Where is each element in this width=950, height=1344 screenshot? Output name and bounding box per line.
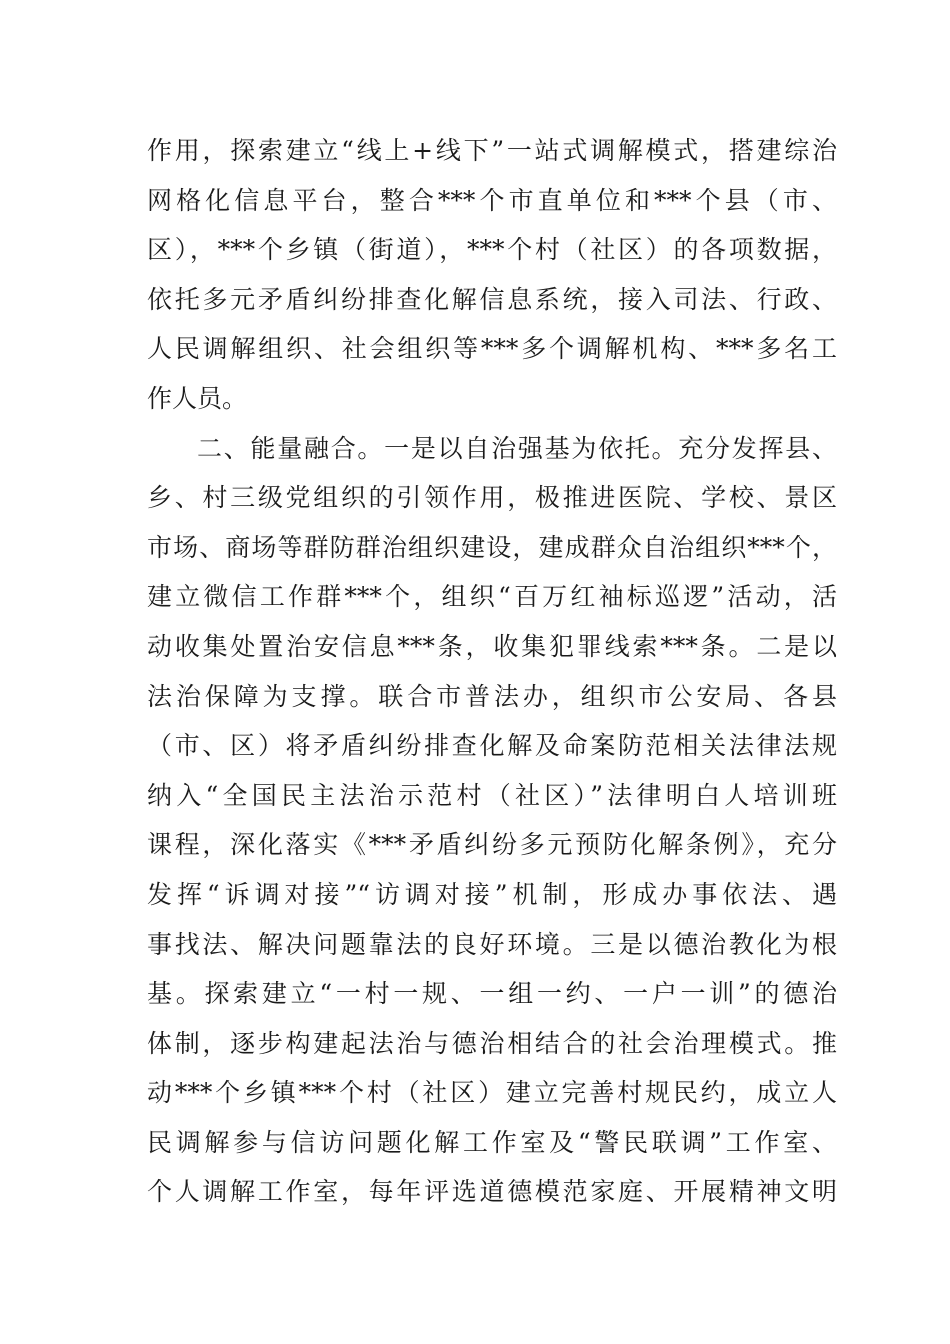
text-line: 动***个乡镇***个村（社区）建立完善村规民约，成立人 bbox=[147, 1078, 837, 1108]
text-line: 乡、村三级党组织的引领作用，极推进医院、学校、景区 bbox=[147, 483, 837, 513]
text-line: 作用，探索建立“线上+线下”一站式调解模式，搭建综治 bbox=[147, 136, 837, 165]
text-line: 法治保障为支撑。联合市普法办，组织市公安局、各县 bbox=[147, 681, 837, 711]
text-line: 体制，逐步构建起法治与德治相结合的社会治理模式。推 bbox=[147, 1028, 837, 1058]
text-line: 纳入“全国民主法治示范村（社区）”法律明白人培训班 bbox=[147, 780, 837, 810]
text-line: 民调解参与信访问题化解工作室及“警民联调”工作室、 bbox=[147, 1127, 837, 1157]
text-line: 作人员。 bbox=[147, 383, 248, 413]
text-line: 市场、商场等群防群治组织建设，建成群众自治组织***个， bbox=[147, 532, 837, 562]
text-line: （市、区）将矛盾纠纷排查化解及命案防范相关法律法规 bbox=[147, 731, 837, 761]
text-line: 课程，深化落实《***矛盾纠纷多元预防化解条例》，充分 bbox=[147, 830, 837, 860]
text-line: 建立微信工作群***个，组织“百万红袖标巡逻”活动，活 bbox=[147, 582, 837, 612]
text-line: 人民调解组织、社会组织等***多个调解机构、***多名工 bbox=[147, 334, 837, 364]
text-line: 依托多元矛盾纠纷排查化解信息系统，接入司法、行政、 bbox=[147, 284, 837, 314]
text-line: 基。探索建立“一村一规、一组一约、一户一训”的德治 bbox=[147, 979, 837, 1009]
text-line: 网格化信息平台，整合***个市直单位和***个县（市、 bbox=[147, 185, 837, 215]
text-line: 动收集处置治安信息***条，收集犯罪线索***条。二是以 bbox=[147, 631, 837, 661]
body-text bbox=[147, 126, 837, 1217]
text-line: 个人调解工作室，每年评选道德模范家庭、开展精神文明 bbox=[147, 1177, 837, 1207]
text-line: 事找法、解决问题靠法的良好环境。三是以德治教化为根 bbox=[147, 929, 837, 959]
text-line: 区），***个乡镇（街道），***个村（社区）的各项数据， bbox=[147, 235, 837, 265]
text-line: 发挥“诉调对接”“访调对接”机制，形成办事依法、遇 bbox=[147, 879, 837, 909]
paragraph-first-line: 二、能量融合。一是以自治强基为依托。充分发挥县、 bbox=[197, 433, 837, 463]
